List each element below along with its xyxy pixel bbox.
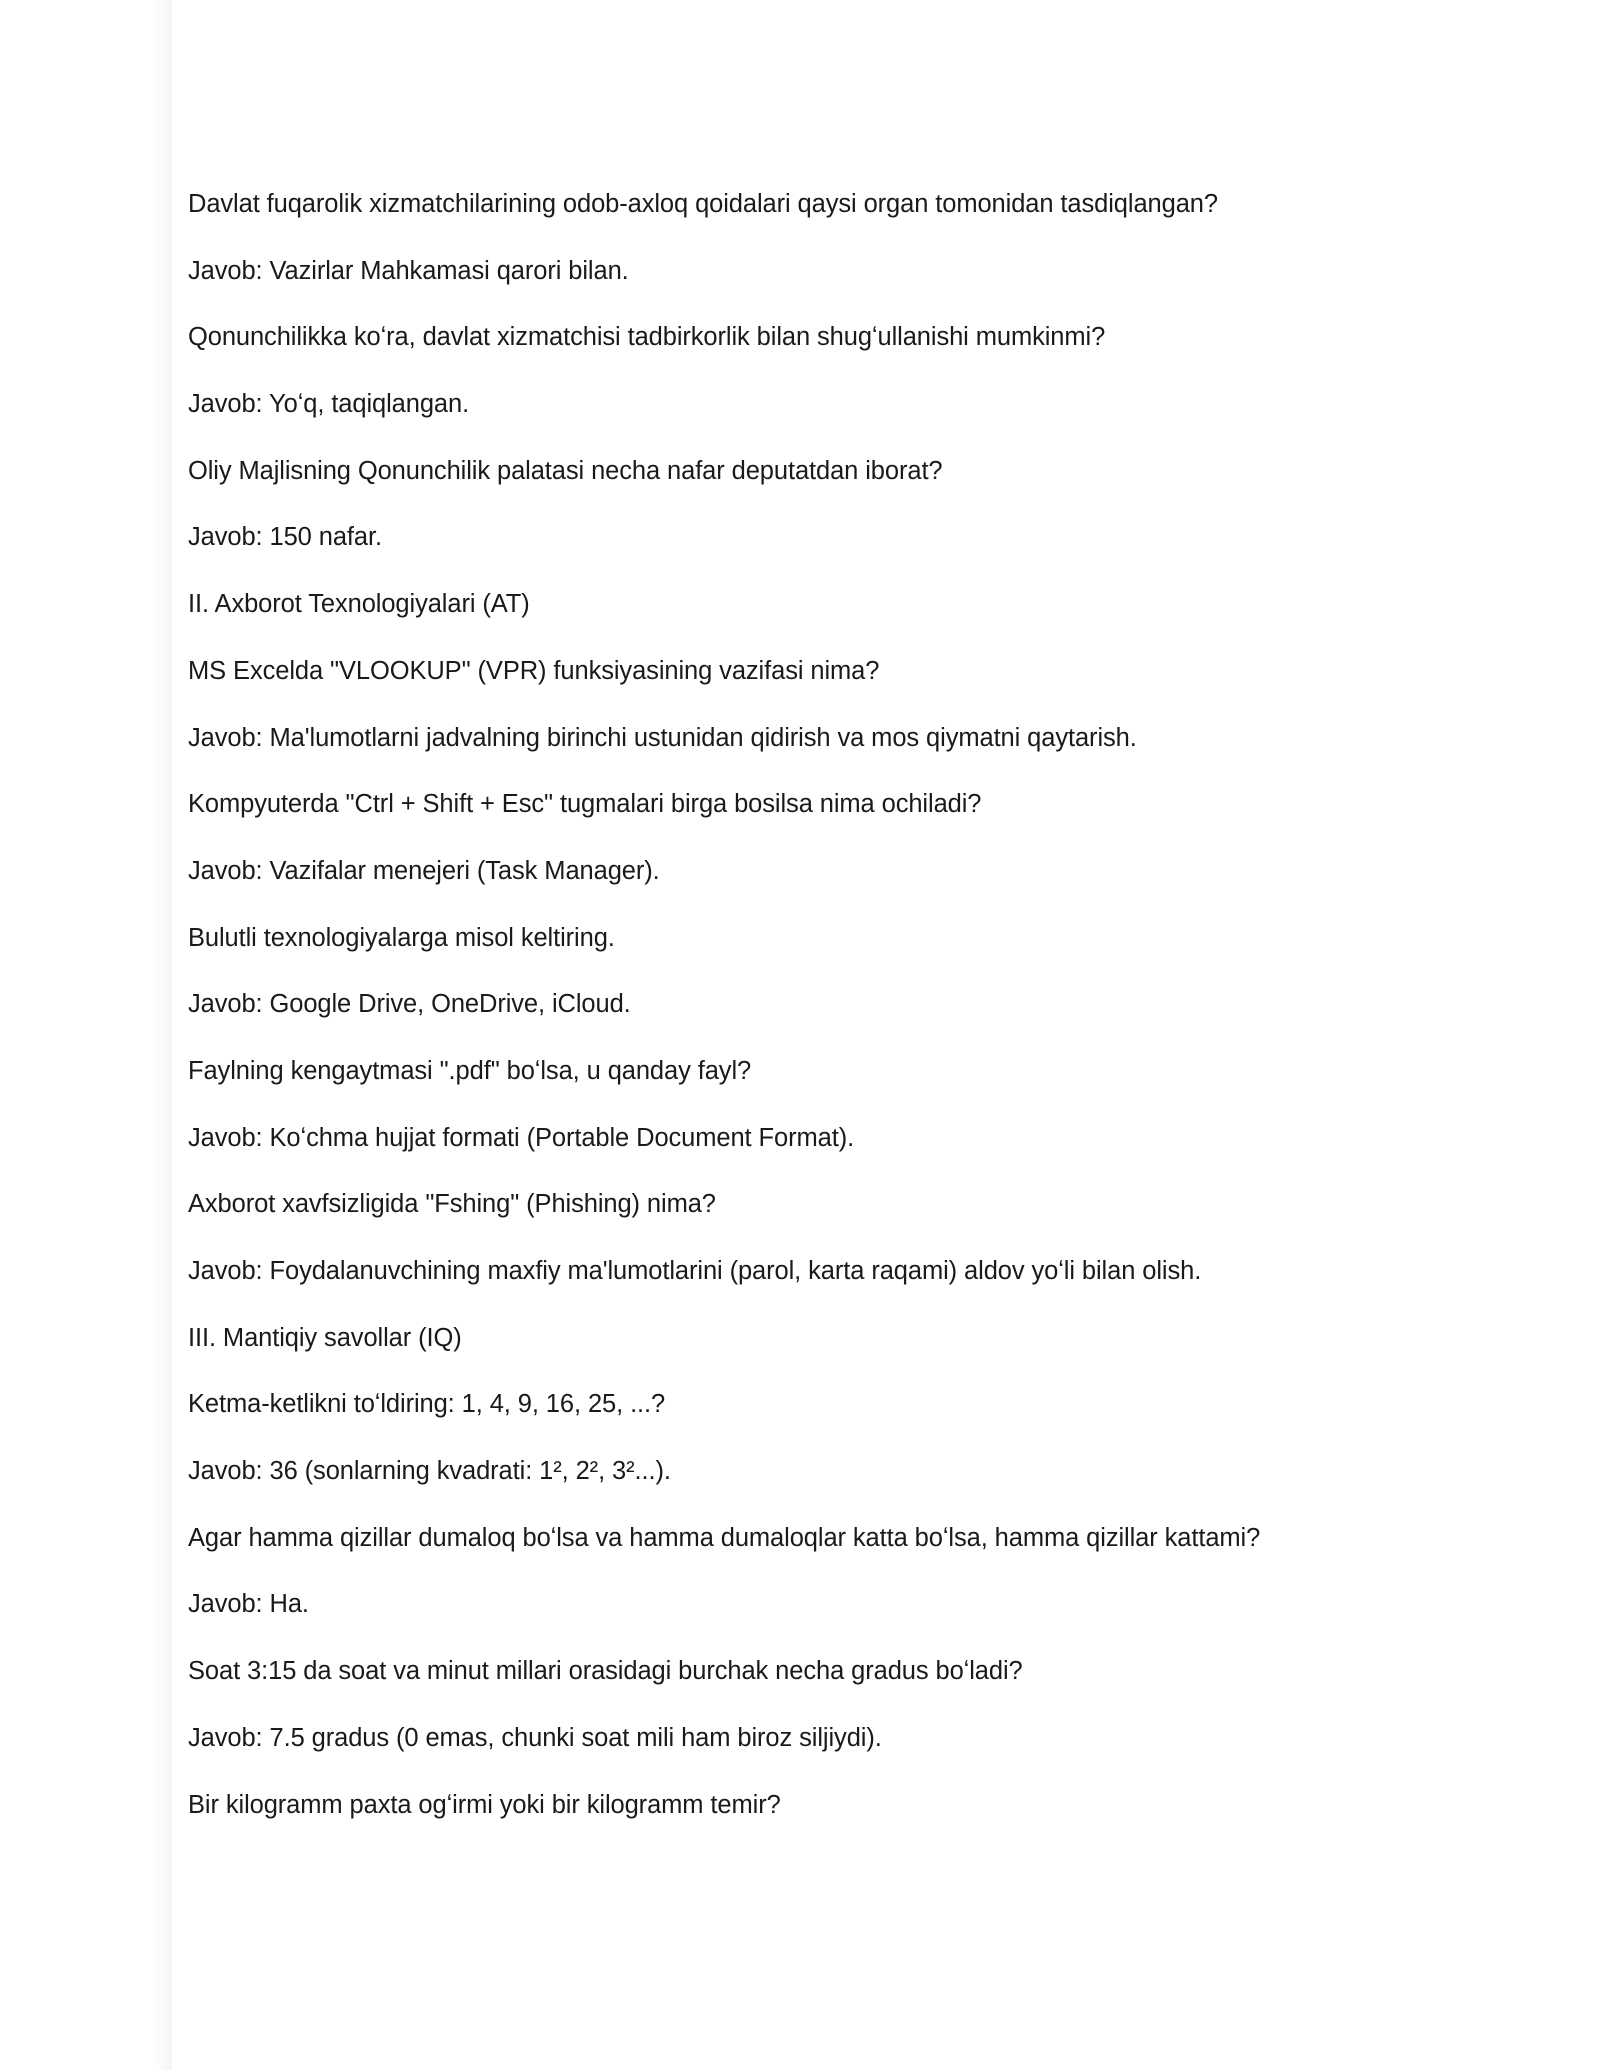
answer-text: Javob: Foydalanuvchining maxfiy ma'lumotlarini (parol, karta raqami) aldov yoʻli bilan olish. — [188, 1257, 1202, 1285]
answer-text: Javob: Vazirlar Mahkamasi qarori bilan. — [188, 256, 629, 285]
answer-text: Javob: 7.5 gradus (0 emas, chunki soat mili ham biroz siljiydi). — [188, 1723, 882, 1752]
question-text: Qonunchilikka koʻra, davlat xizmatchisi tadbirkorlik bilan shugʻullanishi mumkinmi? — [188, 323, 1106, 352]
answer-text: Javob: Google Drive, OneDrive, iCloud. — [188, 990, 631, 1019]
answer-text: Javob: Yoʻq, taqiqlangan. — [188, 390, 470, 419]
section-heading: II. Axborot Texnologiyalari (AT) — [188, 590, 530, 619]
question-text: Soat 3:15 da soat va minut millari orasidagi burchak necha gradus boʻladi? — [188, 1657, 1023, 1686]
question-text: Faylning kengaytmasi ".pdf" boʻlsa, u qanday fayl? — [188, 1056, 752, 1085]
document-page — [188, 186, 1508, 1853]
answer-text: Javob: 150 nafar. — [188, 523, 382, 552]
answer-text: Javob: 36 (sonlarning kvadrati: 1², 2², 3²...). — [188, 1457, 671, 1486]
question-text: Axborot xavfsizligida "Fshing" (Phishing) nima? — [188, 1190, 716, 1219]
question-text: Oliy Majlisning Qonunchilik palatasi necha nafar deputatdan iborat? — [188, 456, 943, 485]
page-margin-shade — [0, 0, 172, 2070]
question-text: MS Excelda "VLOOKUP" (VPR) funksiyasining vazifasi nima? — [188, 656, 880, 685]
answer-text: Javob: Ma'lumotlarni jadvalning birinchi ustunidan qidirish va mos qiymatni qaytarish. — [188, 723, 1137, 752]
answer-text: Javob: Vazifalar menejeri (Task Manager). — [188, 856, 660, 885]
section-heading: III. Mantiqiy savollar (IQ) — [188, 1323, 462, 1352]
question-text: Kompyuterda "Ctrl + Shift + Esc" tugmalari birga bosilsa nima ochiladi? — [188, 790, 982, 819]
question-text: Bulutli texnologiyalarga misol keltiring. — [188, 923, 615, 952]
question-text: Agar hamma qizillar dumaloq boʻlsa va hamma dumaloqlar katta boʻlsa, hamma qizillar kattami? — [188, 1523, 1261, 1552]
question-text: Ketma-ketlikni toʻldiring: 1, 4, 9, 16, 25, ...? — [188, 1390, 666, 1419]
question-text: Davlat fuqarolik xizmatchilarining odob-axloq qoidalari qaysi organ tomonidan tasdiqlangan? — [188, 190, 1218, 218]
answer-text: Javob: Koʻchma hujjat formati (Portable Document Format). — [188, 1123, 855, 1152]
answer-text: Javob: Ha. — [188, 1590, 309, 1619]
question-text: Bir kilogramm paxta ogʻirmi yoki bir kilogramm temir? — [188, 1790, 781, 1819]
